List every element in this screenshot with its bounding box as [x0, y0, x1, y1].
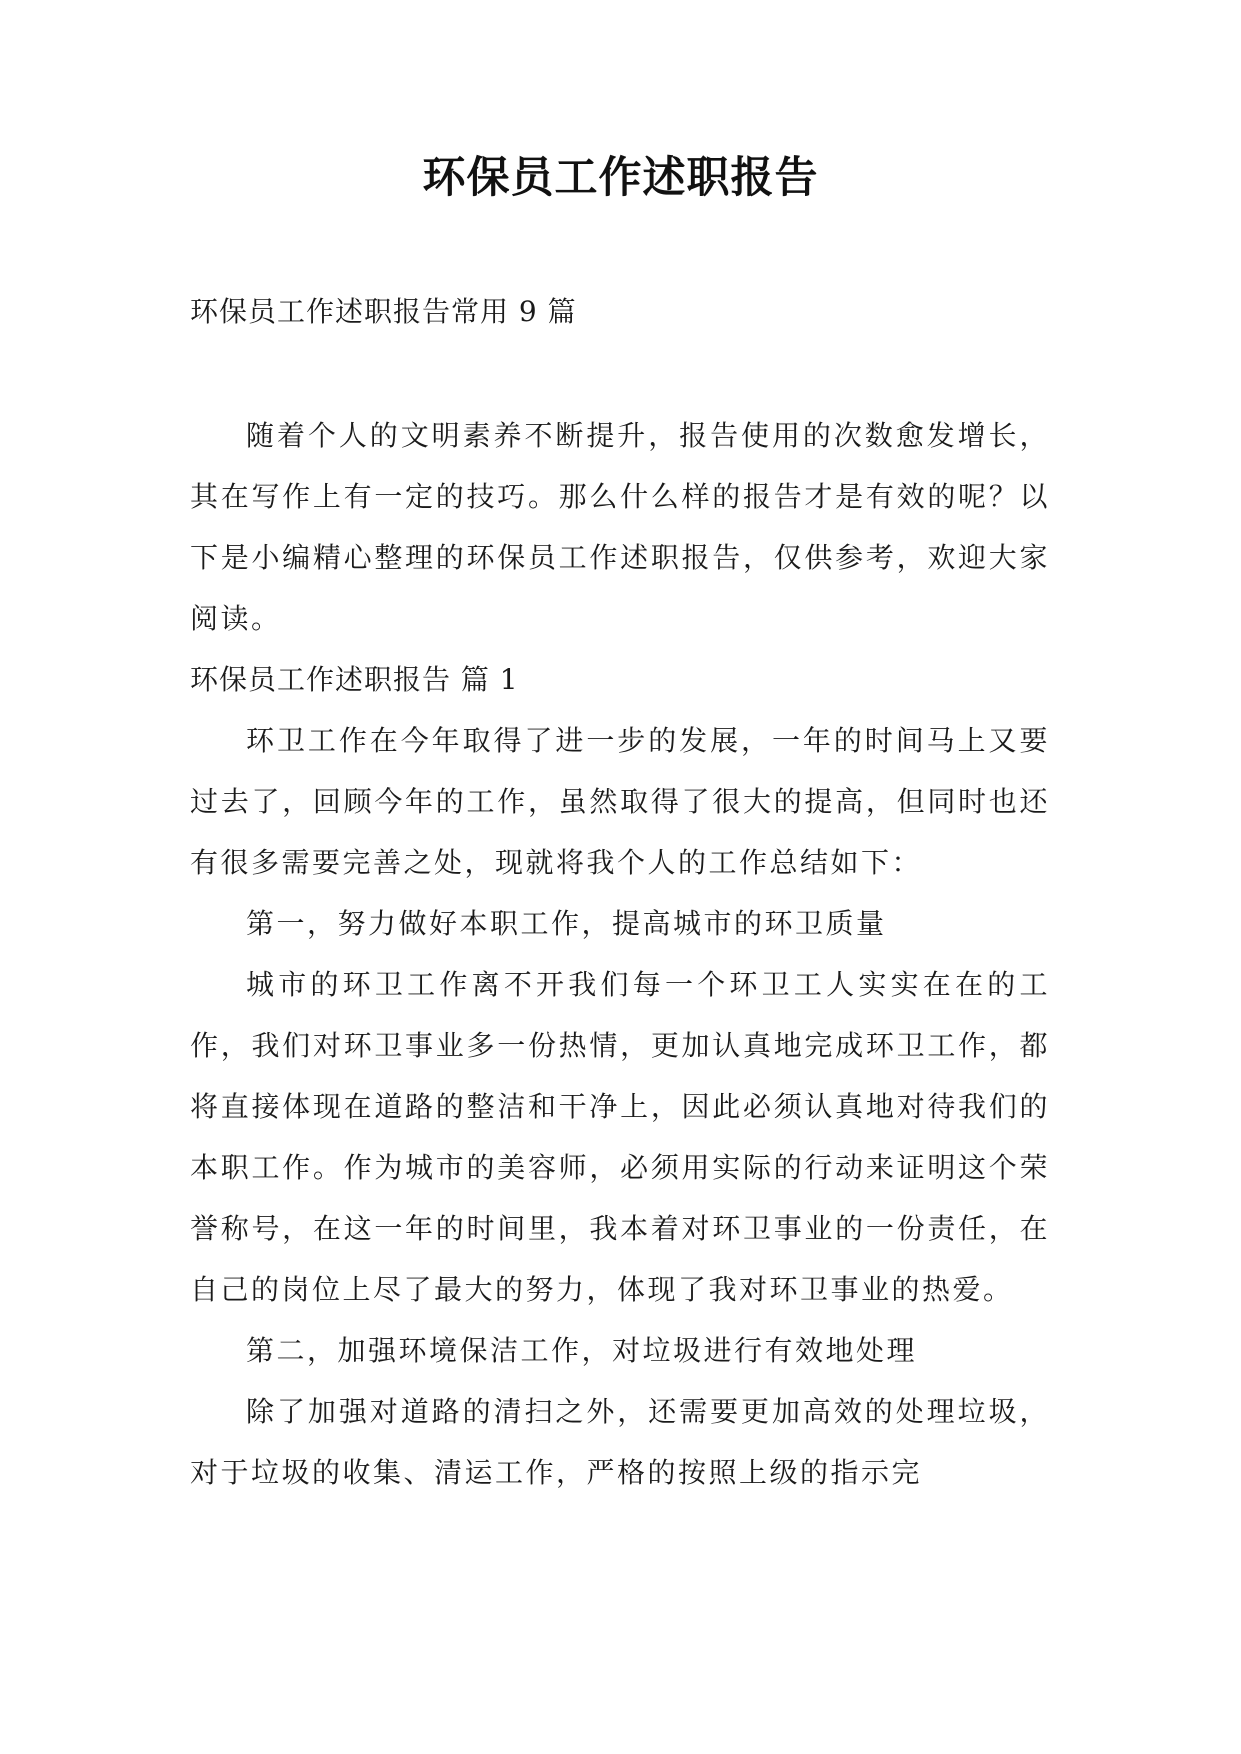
section-heading: 环保员工作述职报告 篇 1 [190, 663, 519, 696]
page-title: 环保员工作述职报告 [422, 153, 819, 203]
point-heading: 第二，加强环境保洁工作，对垃圾进行有效地处理 [246, 1334, 918, 1367]
point-heading: 第一，努力做好本职工作，提高城市的环卫质量 [246, 907, 887, 940]
body-paragraph: 环卫工作在今年取得了进一步的发展，一年的时间马上又要过去了，回顾今年的工作，虽然取得了很大的提高，但同时也还有很多需要完善之处，现就将我个人的工作总结如下： [190, 724, 1050, 879]
body-paragraph: 城市的环卫工作离不开我们每一个环卫工人实实在在的工作，我们对环卫事业多一份热情，更加认真地完成环卫工作，都将直接体现在道路的整洁和干净上，因此必须认真地对待我们的本职工作。作为城市的美容师，必须用实际的行动来证明这个荣誉称号，在这一年的时间里，我本着对环卫事业的一份责任，在自己的岗位上尽了最大的努力，体现了我对环卫事业的热爱。 [190, 968, 1050, 1306]
intro-paragraph: 随着个人的文明素养不断提升，报告使用的次数愈发增长，其在写作上有一定的技巧。那么什么样的报告才是有效的呢？以下是小编精心整理的环保员工作述职报告，仅供参考，欢迎大家阅读。 [190, 419, 1050, 635]
document-subtitle: 环保员工作述职报告常用 9 篇 [190, 295, 577, 328]
body-paragraph: 除了加强对道路的清扫之外，还需要更加高效的处理垃圾，对于垃圾的收集、清运工作，严格的按照上级的指示完 [190, 1395, 1050, 1489]
document-body [190, 405, 1050, 1503]
